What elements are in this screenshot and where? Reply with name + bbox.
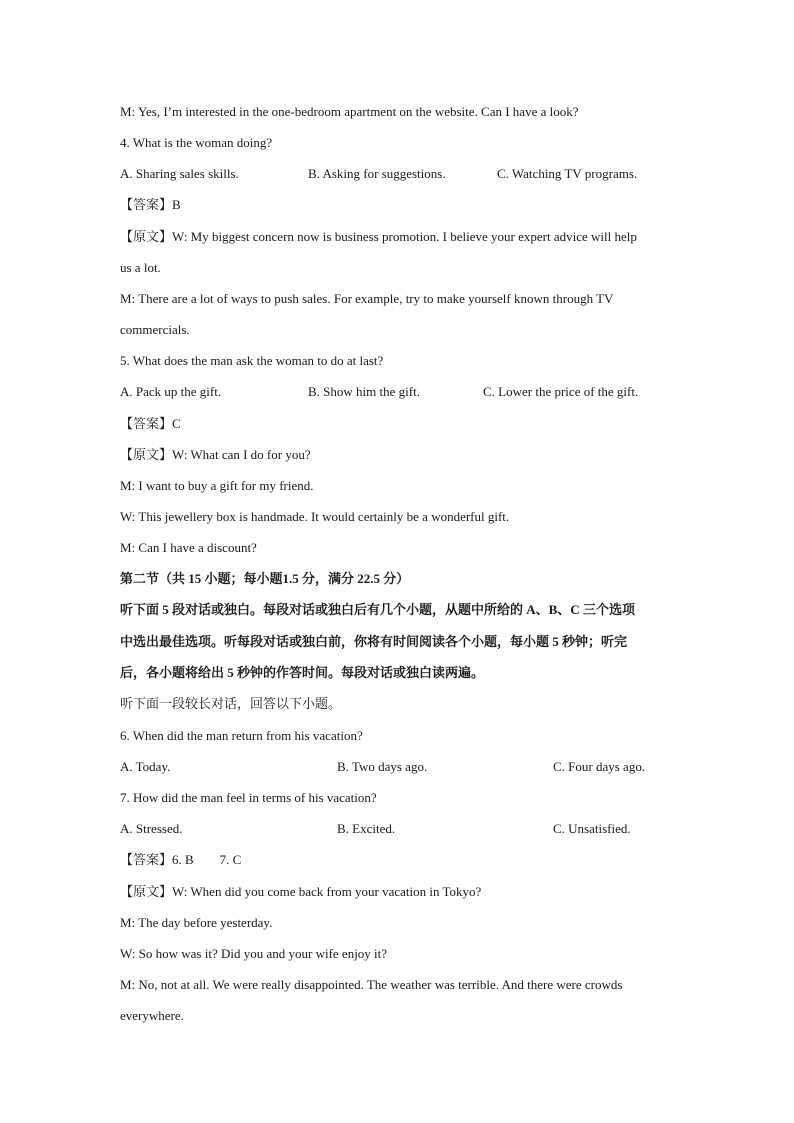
question-5: 5. What does the man ask the woman to do at last?	[120, 353, 384, 368]
q6-option-c: C. Four days ago.	[553, 759, 646, 774]
q5-option-b: B. Show him the gift.	[308, 384, 420, 399]
instructions-line-3: 后，各小题将给出 5 秒钟的作答时间。每段对话或独白读两遍。	[120, 665, 485, 680]
answer-6-7: 【答案】6. B 7. C	[120, 852, 242, 867]
question-4: 4. What is the woman doing?	[120, 135, 273, 150]
transcript-4-line-1	[120, 229, 674, 245]
transcript-5-line-4: M: Can I have a discount?	[120, 540, 257, 555]
section-2-title: 第二节（共 15 小题；每小题1.5 分，满分 22.5 分）	[120, 571, 410, 586]
q4-option-b: B. Asking for suggestions.	[308, 166, 446, 181]
transcript-5-line-1: 【原文】W: What can I do for you?	[120, 447, 311, 462]
q5-option-a: A. Pack up the gift.	[120, 384, 222, 399]
question-6: 6. When did the man return from his vacation?	[120, 728, 363, 743]
q7-option-a: A. Stressed.	[120, 821, 183, 836]
transcript-4-line-2: us a lot.	[120, 260, 161, 275]
q5-option-c: C. Lower the price of the gift.	[483, 384, 639, 399]
transcript-5-line-2: M: I want to buy a gift for my friend.	[120, 478, 314, 493]
transcript-6-7-line-1: 【原文】W: When did you come back from your vacation in Tokyo?	[120, 884, 482, 899]
transcript-6-7-line-4: M: No, not at all. We were really disappointed. The weather was terrible. And there were crowds	[120, 977, 623, 992]
q4-option-c: C. Watching TV programs.	[497, 166, 638, 181]
transcript-4-line-4: commercials.	[120, 322, 190, 337]
instructions-line-2: 中选出最佳选项。听每段对话或独白前，你将有时间阅读各个小题，每小题 5 秒钟；听完	[120, 634, 628, 649]
transcript-6-7-line-5: everywhere.	[120, 1008, 184, 1023]
instructions-line-1: 听下面 5 段对话或独白。每段对话或独白后有几个小题，从题中所给的 A、B、C 三个选项	[120, 602, 635, 617]
listen-prompt: 听下面一段较长对话，回答以下小题。	[120, 696, 342, 711]
transcript-text: 【原文】W: My biggest concern now is business promotion. I believe your expert advice will help	[120, 229, 637, 244]
q4-option-a: A. Sharing sales skills.	[120, 166, 239, 181]
question-7: 7. How did the man feel in terms of his vacation?	[120, 790, 377, 805]
dialogue-line: M: Yes, I’m interested in the one-bedroom apartment on the website. Can I have a look?	[120, 104, 579, 119]
q7-option-c: C. Unsatisfied.	[553, 821, 631, 836]
q7-option-b: B. Excited.	[337, 821, 396, 836]
transcript-5-line-3: W: This jewellery box is handmade. It would certainly be a wonderful gift.	[120, 509, 510, 524]
answer-5: 【答案】C	[120, 416, 181, 431]
transcript-6-7-line-2: M: The day before yesterday.	[120, 915, 273, 930]
transcript-6-7-line-3: W: So how was it? Did you and your wife enjoy it?	[120, 946, 388, 961]
transcript-4-line-3: M: There are a lot of ways to push sales. For example, try to make yourself known through TV	[120, 291, 614, 306]
answer-4: 【答案】B	[120, 197, 181, 212]
q6-option-b: B. Two days ago.	[337, 759, 428, 774]
q6-option-a: A. Today.	[120, 759, 171, 774]
